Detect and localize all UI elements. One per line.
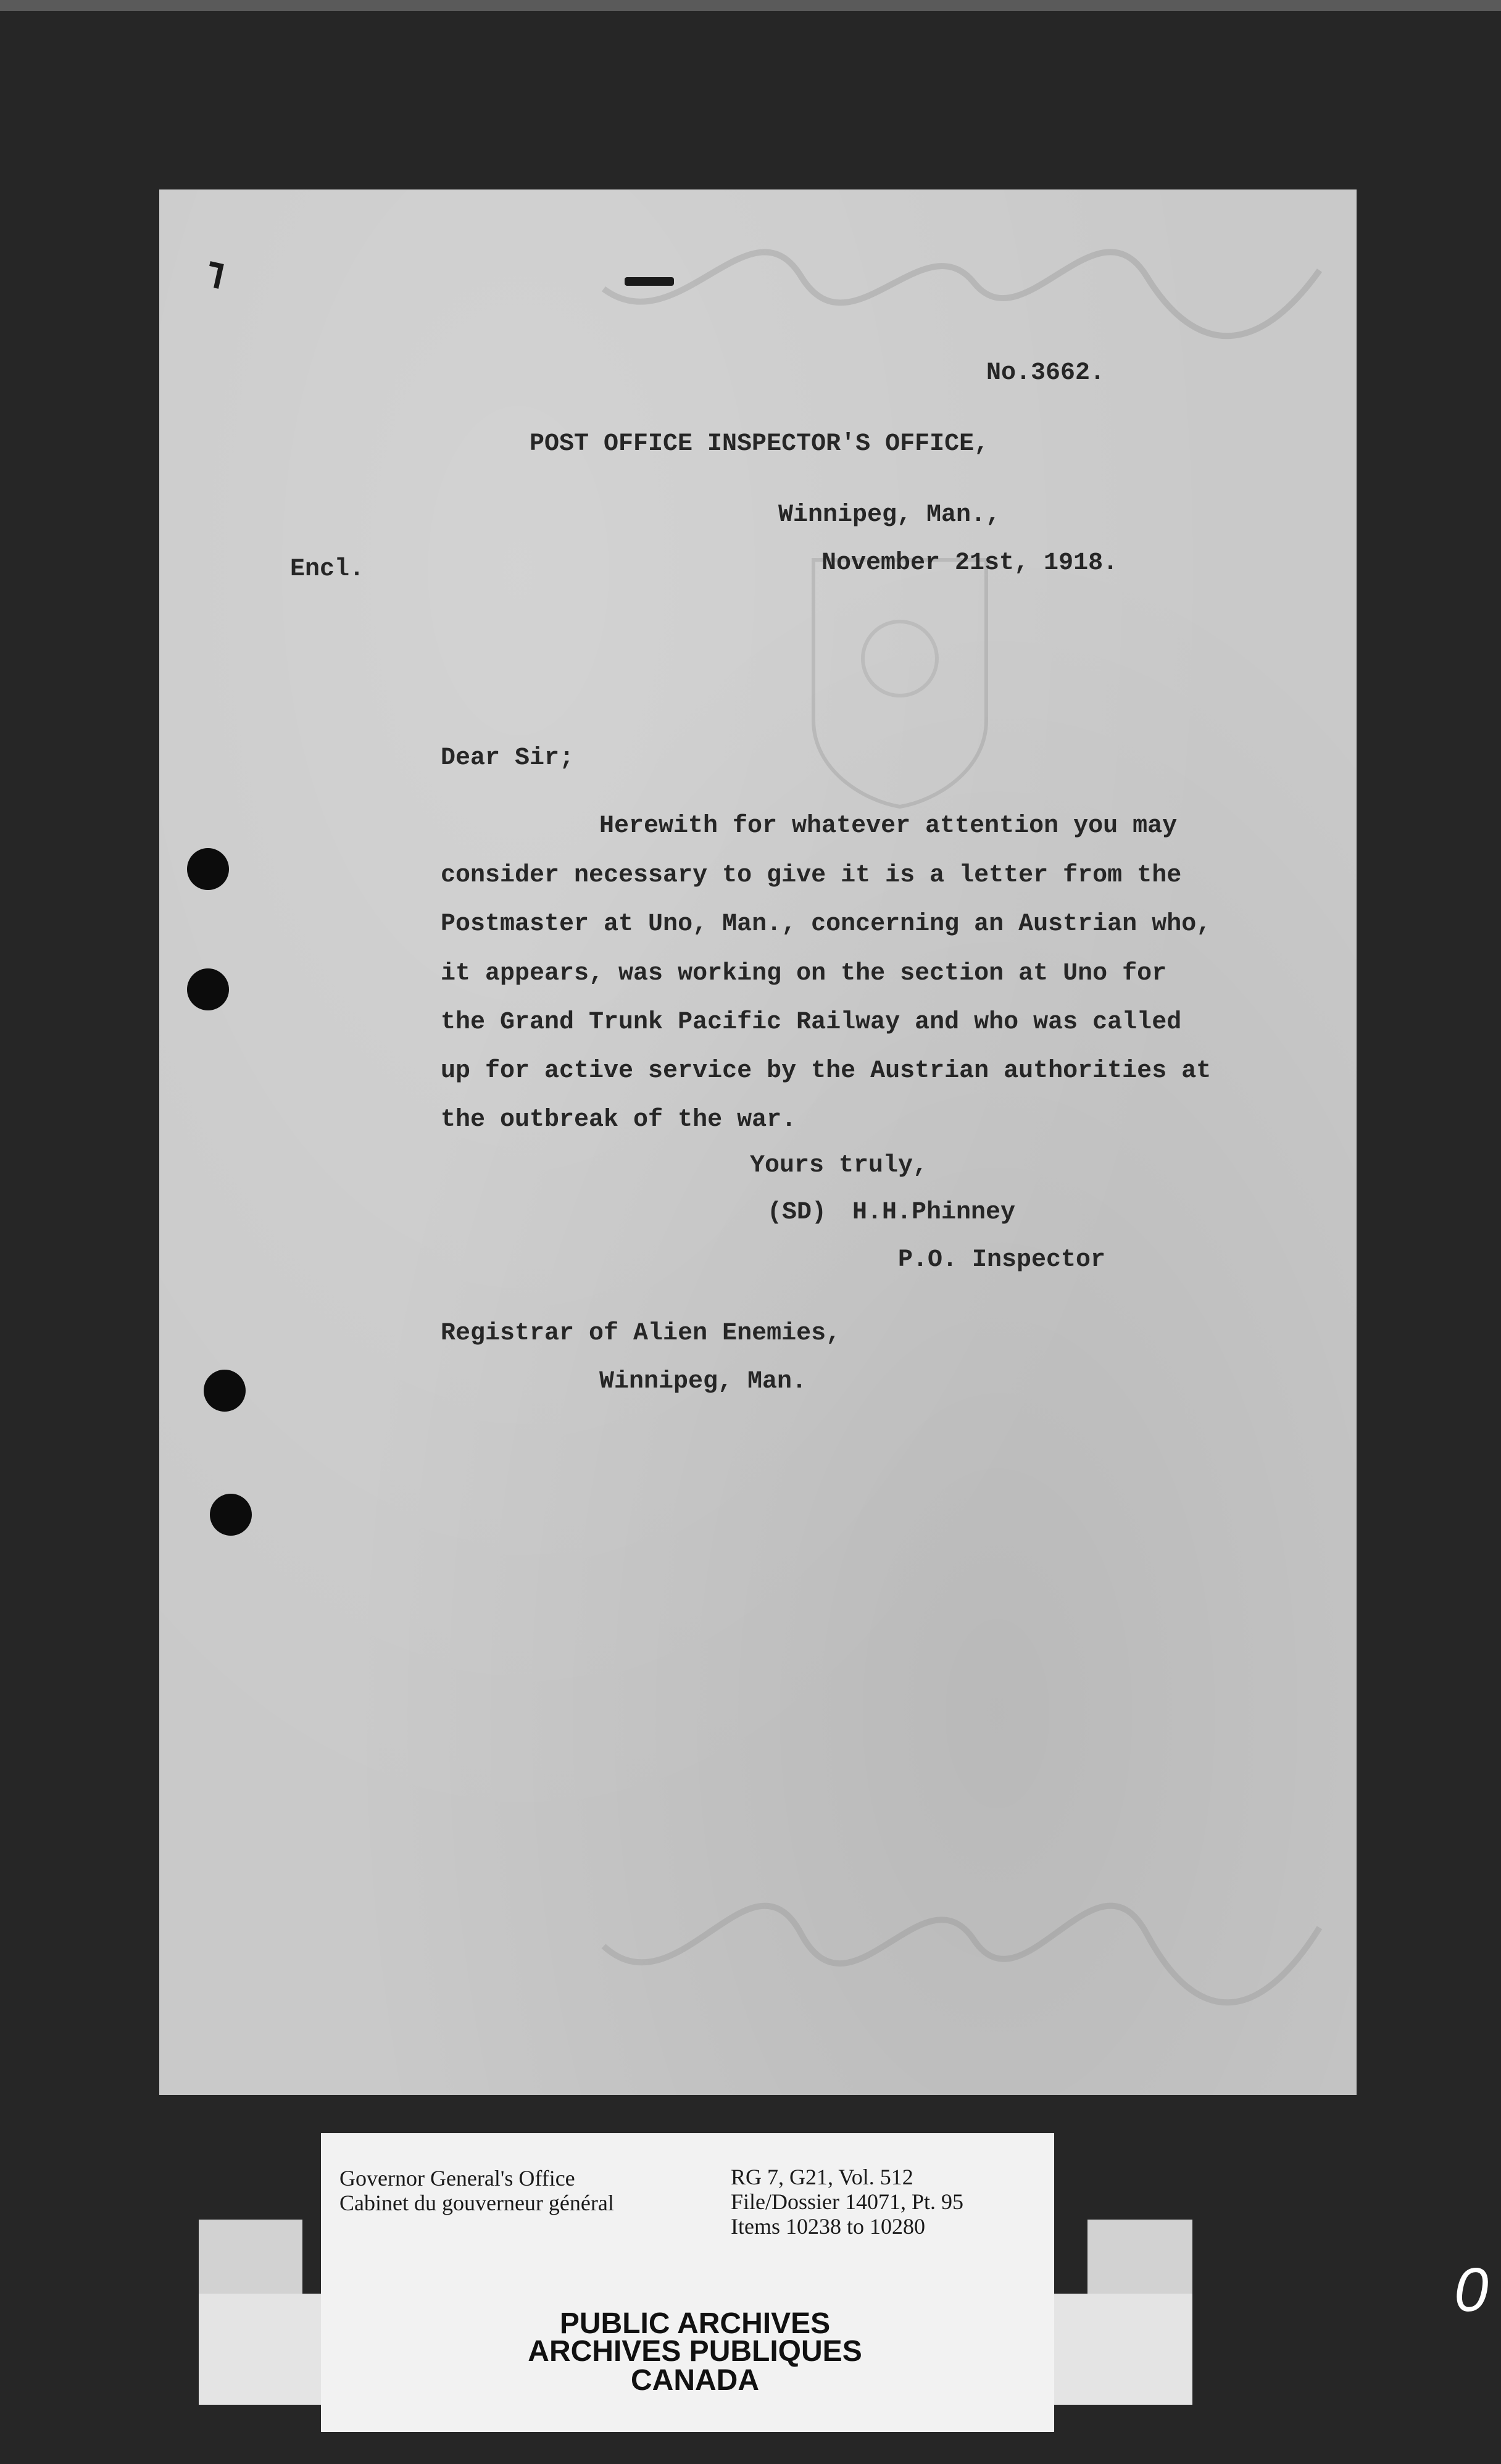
- file-number: No.3662.: [986, 359, 1105, 387]
- letter-city: Winnipeg, Man.,: [778, 501, 1001, 529]
- punch-hole: [210, 1494, 252, 1536]
- frame-edge-mark: 0: [1454, 2255, 1489, 2325]
- watermark-bottom-scrawl: [591, 1866, 1332, 2051]
- signature-prefix: (SD): [767, 1199, 827, 1226]
- punch-hole: [187, 848, 229, 890]
- body-line: the outbreak of the war.: [441, 1106, 797, 1134]
- archive-items: Items 10238 to 10280: [731, 2214, 925, 2239]
- film-frame-top-edge: [0, 0, 1501, 11]
- signature-name: H.H.Phinney: [852, 1199, 1016, 1226]
- punch-hole: [204, 1370, 246, 1412]
- closing: Yours truly,: [750, 1152, 928, 1180]
- punch-hole: [187, 968, 229, 1010]
- archive-office-fr: Cabinet du gouverneur général: [339, 2191, 614, 2215]
- watermark-top-scrawl: [591, 221, 1332, 381]
- recipient-line-1: Registrar of Alien Enemies,: [441, 1320, 841, 1347]
- watermark-top: [591, 199, 1332, 381]
- recipient-line-2: Winnipeg, Man.: [599, 1368, 807, 1396]
- office-heading: POST OFFICE INSPECTOR'S OFFICE,: [530, 430, 989, 458]
- letter-page: [159, 189, 1357, 2095]
- body-line: consider necessary to give it is a letter from the: [441, 862, 1182, 889]
- letter-date: November 21st, 1918.: [821, 549, 1118, 577]
- body-line: up for active service by the Austrian authorities at: [441, 1057, 1212, 1085]
- archive-stamp-line-3: CANADA: [631, 2364, 759, 2397]
- archive-reference: RG 7, G21, Vol. 512: [731, 2165, 913, 2189]
- archive-stamp-line-2: ARCHIVES PUBLIQUES: [528, 2335, 862, 2368]
- corner-ink-mark: [204, 257, 228, 294]
- body-line: the Grand Trunk Pacific Railway and who was called: [441, 1009, 1182, 1036]
- archive-file: File/Dossier 14071, Pt. 95: [731, 2189, 964, 2214]
- body-line: Herewith for whatever attention you may: [599, 812, 1178, 840]
- signature-title: P.O. Inspector: [898, 1246, 1106, 1274]
- enclosure-note: Encl.: [290, 556, 365, 583]
- watermark-bottom: [591, 1844, 1332, 2051]
- body-line: Postmaster at Uno, Man., concerning an Austrian who,: [441, 910, 1212, 938]
- salutation: Dear Sir;: [441, 744, 575, 772]
- top-ink-mark: [625, 271, 680, 289]
- archive-office-en: Governor General's Office: [339, 2166, 575, 2191]
- crest-watermark: [789, 535, 1011, 819]
- body-line: it appears, was working on the section at Uno for: [441, 960, 1167, 988]
- archive-stamp-line-1: PUBLIC ARCHIVES: [559, 2307, 831, 2340]
